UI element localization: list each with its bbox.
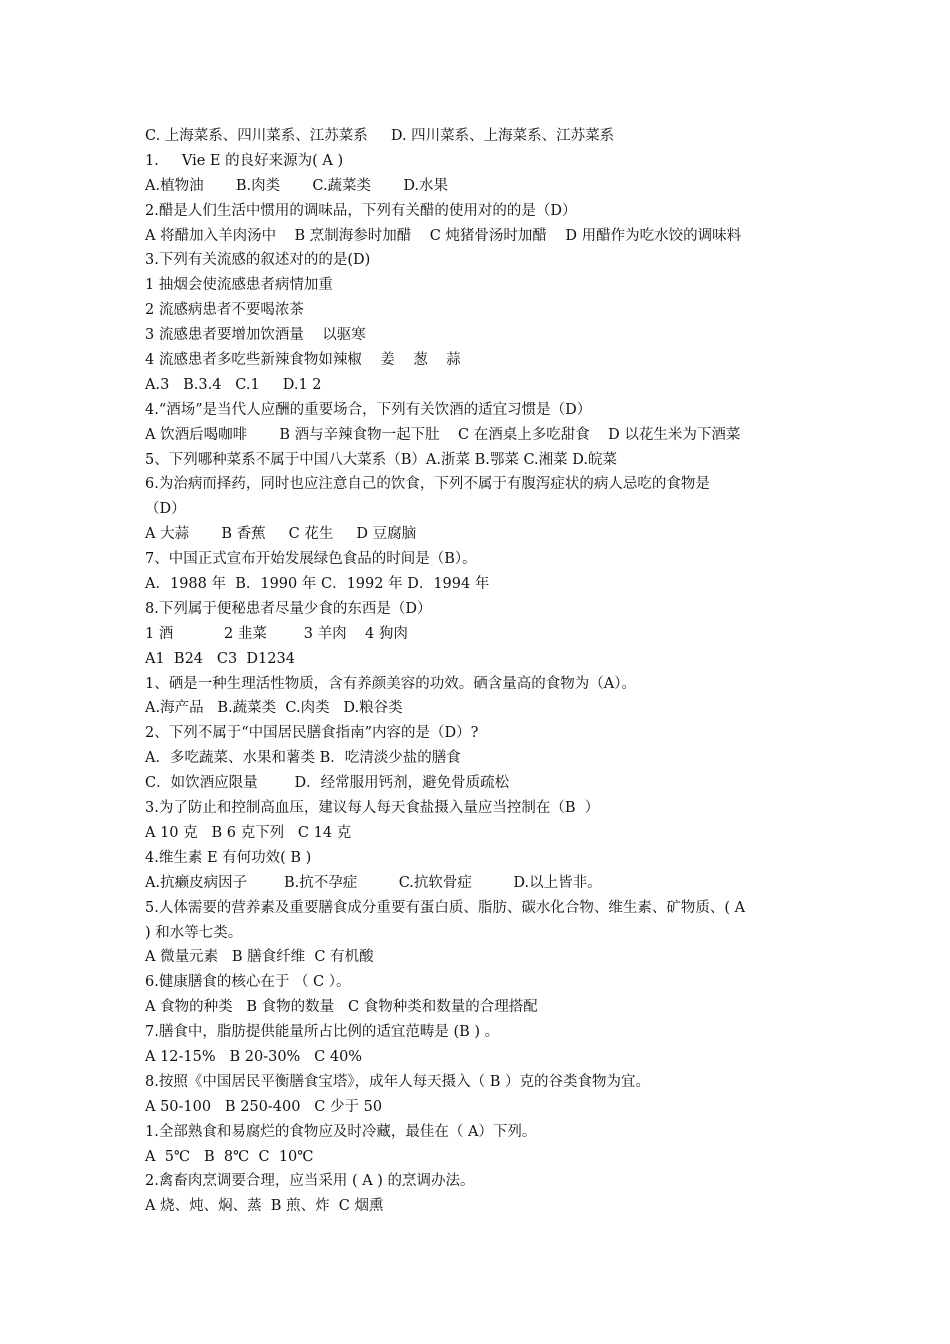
text-line: A．1988 年 B．1990 年 C．1992 年 D．1994 年 (145, 576, 490, 593)
text-line: A 食物的种类 B 食物的数量 C 食物种类和数量的合理搭配 (145, 999, 538, 1016)
text-line: A 10 克 B 6 克下列 C 14 克 (145, 824, 352, 841)
text-line: 1.全部熟食和易腐烂的食物应及时冷藏，最佳在（ A）下列。 (145, 1123, 537, 1140)
text-line: （D） (145, 501, 186, 518)
text-line: 6.健康膳食的核心在于 （ C ）。 (145, 974, 351, 991)
text-line: 4.“酒场”是当代人应酬的重要场合，下列有关饮酒的适宜习惯是（D） (145, 401, 592, 418)
text-line: 1 抽烟会使流感患者病情加重 (145, 277, 333, 294)
text-line: 5、下列哪种菜系不属于中国八大菜系（B）A.浙菜 B.鄂菜 C.湘菜 D.皖菜 (145, 451, 617, 468)
text-line: A 50-100 B 250-400 C 少于 50 (145, 1098, 383, 1115)
text-line: A．多吃蔬菜、水果和薯类 B．吃清淡少盐的膳食 (145, 750, 461, 767)
text-line: A1 B24 C3 D1234 (145, 650, 295, 667)
text-line: A.海产品 B.蔬菜类 C.肉类 D.粮谷类 (145, 700, 403, 717)
text-line: 2.醋是人们生活中惯用的调味品，下列有关醋的使用对的的是（D） (145, 202, 577, 219)
text-line: 2 流感病患者不要喝浓茶 (145, 302, 304, 319)
text-line: 1 酒 2 韭菜 3 羊肉 4 狗肉 (145, 625, 408, 642)
text-line: A 大蒜 B 香蕉 C 花生 D 豆腐脑 (145, 526, 417, 543)
text-line: 3.下列有关流感的叙述对的的是(D) (145, 252, 371, 269)
text-line: A 饮酒后喝咖啡 B 酒与辛辣食物一起下肚 C 在酒桌上多吃甜食 D 以花生米为下酒菜 (145, 426, 741, 443)
text-line: ) 和水等七类。 (145, 924, 243, 941)
text-line: 7、中国正式宣布开始发展绿色食品的时间是（B）。 (145, 551, 477, 568)
text-line: A.抗癞皮病因子 B.抗不孕症 C.抗软骨症 D.以上皆非。 (145, 874, 602, 891)
text-line: 4.维生素 E 有何功效( B ) (145, 849, 312, 866)
text-line: 2.禽畜肉烹调要合理，应当采用 ( A ) 的烹调办法。 (145, 1173, 475, 1190)
text-line: 3 流感患者要增加饮酒量 以驱寒 (145, 327, 366, 344)
text-line: 5.人体需要的营养素及重要膳食成分重要有蛋白质、脂肪、碳水化合物、维生素、矿物质、( A (145, 899, 746, 916)
text-line: 4 流感患者多吃些新辣食物如辣椒 姜 葱 蒜 (145, 352, 461, 369)
text-line: C．如饮酒应限量 D．经常服用钙剂，避免骨质疏松 (145, 775, 510, 792)
text-line: 1. Vie E 的良好来源为( A ) (145, 152, 344, 169)
text-line: A 烧、炖、焖、蒸 B 煎、炸 C 烟熏 (145, 1198, 384, 1215)
text-line: 1、硒是一种生理活性物质，含有养颜美容的功效。硒含量高的食物为（A）。 (145, 675, 636, 692)
text-line: A.3 B.3.4 C.1 D.1 2 (145, 376, 322, 393)
text-line: 8.下列属于便秘患者尽量少食的东西是（D） (145, 600, 432, 617)
text-line: A 将醋加入羊肉汤中 B 烹制海参时加醋 C 炖猪骨汤时加醋 D 用醋作为吃水饺的调味料 (145, 227, 742, 244)
text-line: 6.为治病而择药，同时也应注意自己的饮食，下列不属于有腹泻症状的病人忌吃的食物是 (145, 476, 710, 493)
text-line: 7.膳食中，脂肪提供能量所占比例的适宜范畴是 (B ) 。 (145, 1024, 500, 1041)
text-line: A 12-15% B 20-30% C 40% (145, 1048, 363, 1065)
text-line: 8.按照《中国居民平衡膳食宝塔》，成年人每天摄入（ B ）克的谷类食物为宜。 (145, 1073, 650, 1090)
text-line: A 微量元素 B 膳食纤维 C 有机酸 (145, 949, 374, 966)
text-line: 3.为了防止和控制高血压，建议每人每天食盐摄入量应当控制在（B ） (145, 800, 600, 817)
text-line: A 5℃ B 8℃ C 10℃ (145, 1148, 314, 1165)
text-line: 2、下列不属于“中国居民膳食指南”内容的是（D）? (145, 725, 479, 742)
document-body (145, 124, 815, 1219)
text-line: C. 上海菜系、四川菜系、江苏菜系 D. 四川菜系、上海菜系、江苏菜系 (145, 128, 615, 144)
text-line: A.植物油 B.肉类 C.蔬菜类 D.水果 (145, 177, 449, 194)
